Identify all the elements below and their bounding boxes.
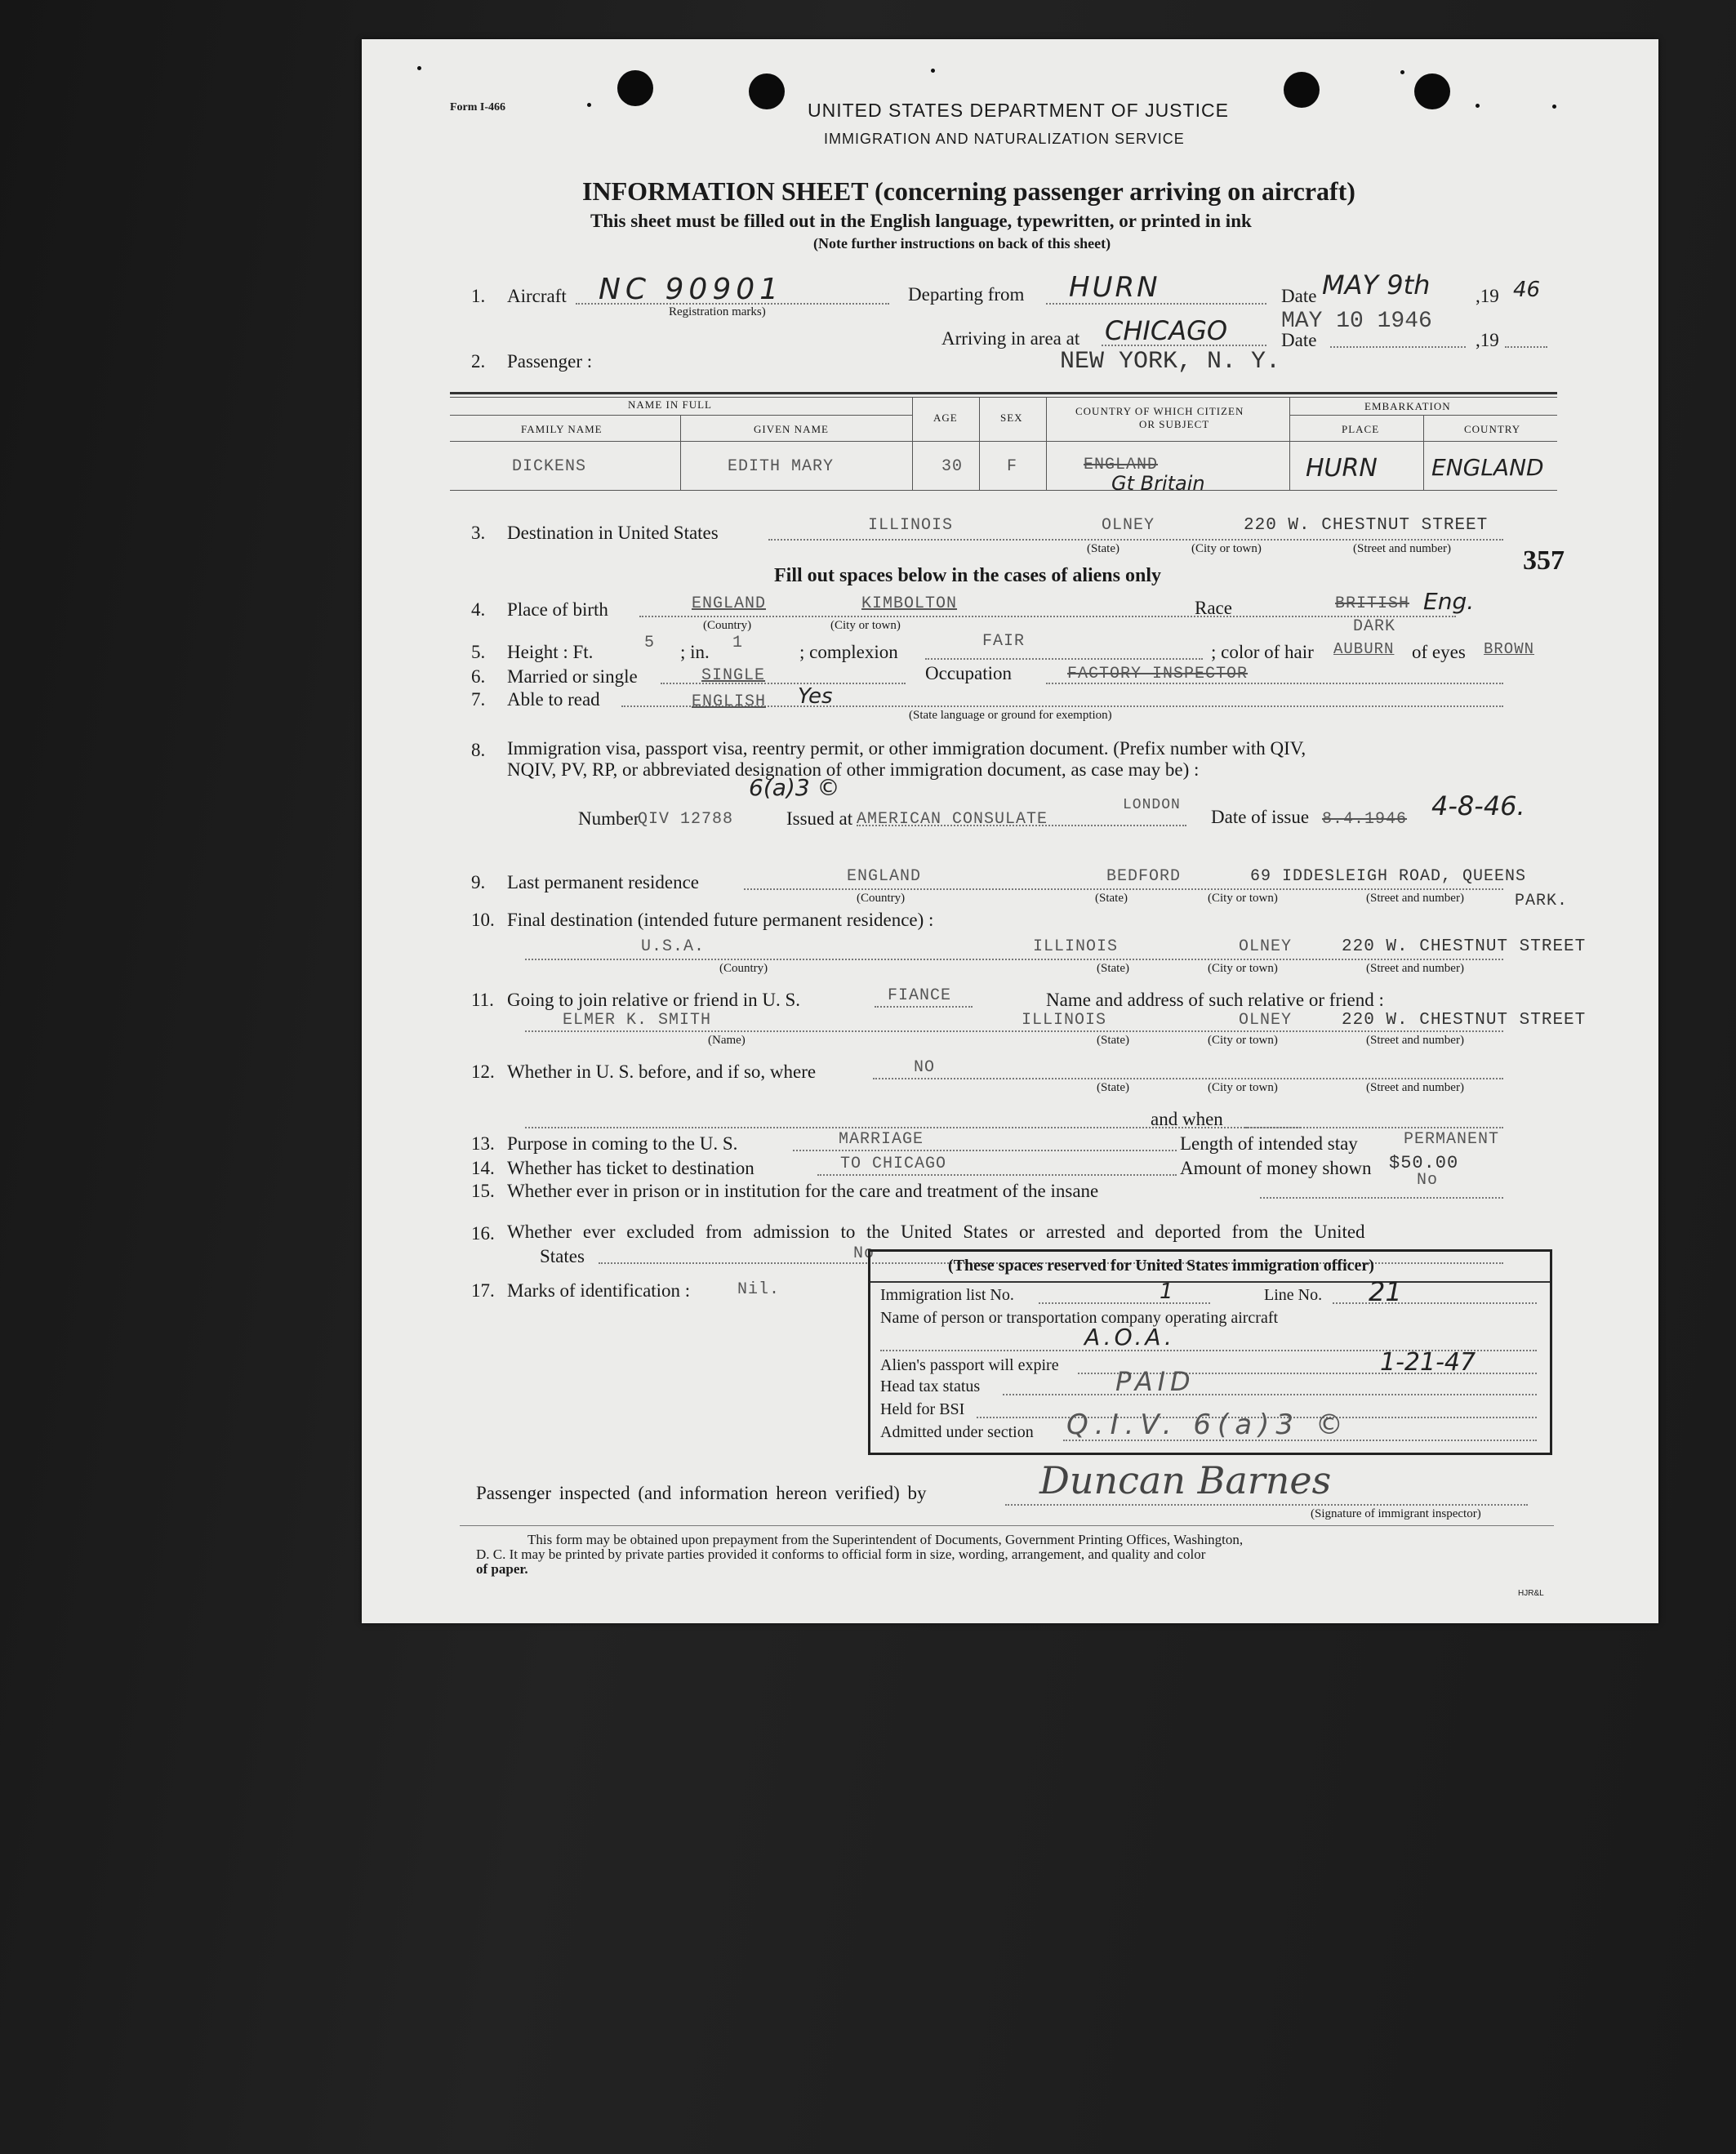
punch-hole-3 (1284, 72, 1320, 108)
fine-print-2: D. C. It may be printed by private parties provided it conforms to official form in size, wording, arrangement, and quality and color (476, 1547, 1206, 1562)
married-value: SINGLE (701, 666, 766, 685)
line-label: Line No. (1264, 1286, 1323, 1304)
state-sub: (State) (1097, 1081, 1129, 1094)
issue-date-label: Date of issue (1211, 807, 1310, 827)
cell-place: HURN (1306, 454, 1378, 483)
item-number: 5. (471, 642, 486, 662)
friend-name: ELMER K. SMITH (563, 1011, 712, 1030)
race-label: Race (1195, 598, 1232, 618)
issue-date: 8.4.1946 (1322, 810, 1408, 829)
visa-text-2: NQIV, PV, RP, or abbreviated designation of other immigration document, as case may be) : (507, 759, 1200, 780)
cell-given: EDITH MARY (728, 457, 835, 476)
stay-label: Length of intended stay (1180, 1133, 1358, 1154)
final-city: OLNEY (1239, 937, 1293, 956)
cell-country: ENGLAND (1431, 454, 1544, 481)
read-sub: (State language or ground for exemption) (909, 709, 1112, 722)
item-number: 14. (471, 1158, 495, 1178)
res-park: PARK. (1515, 892, 1569, 910)
state-sub: (State) (1097, 1034, 1129, 1047)
excluded-label: Whether ever excluded from admission to the United States or arrested and deported from the United (507, 1222, 1365, 1242)
item-number: 15. (471, 1181, 495, 1201)
issued-value: AMERICAN CONSULATE (857, 810, 1048, 829)
final-state: ILLINOIS (1033, 937, 1119, 956)
printer-mark: HJR&L (1518, 1589, 1544, 1598)
fine-print-1: This form may be obtained upon prepayment from the Superintendent of Documents, Government Printing Offices, Washington, (527, 1532, 1244, 1547)
cell-sex: F (1007, 457, 1018, 476)
cell-citizen-struck: ENGLAND (1084, 456, 1159, 474)
date-value: MAY 9th (1322, 269, 1431, 300)
col-given-name: GIVEN NAME (754, 423, 829, 435)
tax-label: Head tax status (880, 1377, 981, 1395)
col-place: PLACE (1342, 423, 1380, 435)
read-hand: Yes (798, 684, 833, 709)
hair-top: DARK (1353, 617, 1396, 636)
speck (587, 103, 591, 107)
form-page (362, 39, 1658, 1623)
date-label: Date (1281, 286, 1317, 306)
page-title: INFORMATION SHEET (concerning passenger arriving on aircraft) (582, 176, 1355, 206)
excluded-value: No (853, 1244, 875, 1263)
street-sub: (Street and number) (1366, 962, 1464, 975)
item-number: 1. (471, 286, 486, 306)
destination-label: Destination in United States (507, 523, 719, 543)
speck (417, 66, 421, 70)
married-label: Married or single (507, 666, 638, 687)
before-value: NO (914, 1058, 936, 1077)
ticket-value: TO CHICAGO (840, 1155, 947, 1173)
read-label: Able to read (507, 689, 600, 710)
name-sub: (Name) (708, 1034, 746, 1047)
friend-street: 220 W. CHESTNUT STREET (1342, 1011, 1587, 1030)
friend-city: OLNEY (1239, 1011, 1293, 1030)
final-country: U.S.A. (641, 937, 706, 956)
join-addr-label: Name and address of such relative or friend : (1046, 990, 1384, 1010)
registration-sub: Registration marks) (669, 305, 766, 318)
speck (1476, 104, 1480, 108)
item-number: 13. (471, 1133, 495, 1154)
section-value: Q.I.V. 6(a)3 © (1066, 1409, 1350, 1441)
aircraft-value: NC 90901 (599, 273, 784, 306)
prison-label: Whether ever in prison or in institution for the care and treatment of the insane (507, 1181, 1099, 1201)
page-subtitle: This sheet must be filled out in the English language, typewritten, or printed in ink (590, 211, 1252, 231)
height-ft: 5 (644, 634, 656, 652)
stamp-number: 357 (1523, 545, 1565, 576)
stay-value: PERMANENT (1404, 1130, 1500, 1149)
complexion-value: FAIR (982, 632, 1026, 651)
eyes-label: of eyes (1412, 642, 1466, 662)
destination-city: OLNEY (1102, 516, 1155, 535)
residence-label: Last permanent residence (507, 872, 699, 892)
item-number: 10. (471, 910, 495, 930)
date2-label: Date (1281, 330, 1317, 350)
height-label: Height : Ft. (507, 642, 594, 662)
speck (931, 69, 935, 73)
excluded-label-2: States (540, 1246, 585, 1266)
item-number: 12. (471, 1061, 495, 1082)
issue-date-hand: 4-8-46. (1431, 790, 1525, 821)
prison-value: No (1417, 1171, 1439, 1190)
col-sex: SEX (1000, 412, 1023, 424)
city-sub: (City or town) (1208, 1034, 1278, 1047)
hair-label: ; color of hair (1211, 642, 1314, 662)
col-citizen: COUNTRY OF WHICH CITIZEN (1075, 405, 1244, 417)
form-number: Form I-466 (450, 101, 506, 113)
item-number: 11. (471, 990, 494, 1010)
section-label: Admitted under section (880, 1423, 1034, 1441)
purpose-label: Purpose in coming to the U. S. (507, 1133, 738, 1154)
height-in: 1 (732, 634, 744, 652)
aircraft-label: Aircraft (507, 286, 567, 306)
item-number: 7. (471, 689, 486, 710)
col-country: COUNTRY (1464, 423, 1521, 435)
arriving-label: Arriving in area at (941, 328, 1080, 349)
year2: ,19 (1476, 330, 1499, 350)
list-label: Immigration list No. (880, 1286, 1014, 1304)
occupation-value: FACTORY INSPECTOR (1067, 665, 1249, 683)
visa-hand: 6(a)3 © (749, 774, 840, 801)
list-value: 1 (1160, 1279, 1173, 1304)
line-value: 21 (1369, 1276, 1402, 1307)
cell-age: 30 (941, 457, 964, 476)
city-sub: (City or town) (1208, 1081, 1278, 1094)
year-value: 46 (1513, 278, 1541, 302)
birth-label: Place of birth (507, 599, 608, 620)
year-prefix: ,19 (1476, 286, 1499, 306)
visa-text-1: Immigration visa, passport visa, reentry permit, or other immigration document. (Prefix number with QIV, (507, 738, 1306, 759)
arrival-stamp-place: NEW YORK, N. Y. (1060, 348, 1281, 376)
race-struck: BRITISH (1335, 594, 1410, 613)
street-sub: (Street and number) (1366, 1081, 1464, 1094)
join-value: FIANCE (888, 986, 952, 1005)
col-family-name: FAMILY NAME (521, 423, 603, 435)
col-or-subject: OR SUBJECT (1139, 418, 1210, 430)
final-label: Final destination (intended future permanent residence) : (507, 910, 934, 930)
occupation-label: Occupation (925, 663, 1013, 683)
cell-family: DICKENS (512, 457, 587, 476)
punch-hole-4 (1414, 73, 1450, 109)
hair-value: AUBURN (1333, 640, 1395, 658)
issued-label: Issued at (786, 808, 853, 829)
item-number: 16. (471, 1223, 495, 1244)
speck (1552, 105, 1556, 109)
passport-value: 1-21-47 (1380, 1348, 1476, 1377)
street-sub: (Street and number) (1366, 1034, 1464, 1047)
before-label: Whether in U. S. before, and if so, where (507, 1061, 817, 1082)
tax-value: PAID (1115, 1366, 1195, 1397)
arrival-stamp-date: MAY 10 1946 (1281, 309, 1432, 334)
street-sub: (Street and number) (1366, 892, 1464, 905)
cell-citizen-hand: Gt Britain (1111, 472, 1205, 495)
item-number: 4. (471, 599, 486, 620)
company-label: Name of person or transportation company operating aircraft (880, 1309, 1279, 1327)
country-sub: (Country) (857, 892, 906, 905)
in-label: ; in. (680, 642, 710, 662)
friend-state: ILLINOIS (1022, 1011, 1107, 1030)
passport-label: Alien's passport will expire (880, 1356, 1059, 1374)
city-sub: (City or town) (1208, 892, 1278, 905)
company-value: A.O.A. (1084, 1324, 1175, 1351)
col-embarkation: EMBARKATION (1364, 400, 1451, 412)
inspector-signature: Duncan Barnes (1039, 1458, 1332, 1502)
country-sub: (Country) (719, 962, 768, 975)
complexion-label: ; complexion (799, 642, 898, 662)
departing-value: HURN (1069, 271, 1160, 304)
item-number: 6. (471, 666, 486, 687)
instructions-note: (Note further instructions on back of this sheet) (813, 235, 1111, 251)
birth-country: ENGLAND (692, 594, 767, 613)
punch-hole-1 (617, 70, 653, 106)
money-value: $50.00 (1389, 1153, 1459, 1173)
and-when: and when (1151, 1109, 1223, 1129)
city-sub: (City or town) (830, 619, 901, 632)
issued-city: LONDON (1123, 797, 1181, 813)
destination-street: 220 W. CHESTNUT STREET (1244, 516, 1489, 535)
street-sub: (Street and number) (1353, 542, 1451, 555)
punch-hole-2 (749, 73, 785, 109)
final-street: 220 W. CHESTNUT STREET (1342, 937, 1587, 956)
item-number: 2. (471, 351, 486, 372)
state-sub: (State) (1097, 962, 1129, 975)
speck (1400, 70, 1404, 74)
res-state: BEDFORD (1106, 867, 1182, 886)
item-number: 3. (471, 523, 486, 543)
res-street: 69 IDDESLEIGH ROAD, QUEENS (1250, 867, 1527, 886)
marks-value: Nil. (737, 1280, 781, 1299)
number-label: Number (578, 808, 640, 829)
ticket-label: Whether has ticket to destination (507, 1158, 754, 1178)
purpose-value: MARRIAGE (839, 1130, 924, 1149)
state-sub: (State) (1087, 542, 1119, 555)
marks-label: Marks of identification : (507, 1280, 691, 1301)
item-number: 17. (471, 1280, 495, 1301)
col-age: AGE (933, 412, 958, 424)
aliens-heading: Fill out spaces below in the cases of aliens only (774, 565, 1162, 586)
read-value: ENGLISH (692, 692, 767, 711)
department-title: UNITED STATES DEPARTMENT OF JUSTICE (808, 100, 1229, 121)
passenger-label: Passenger : (507, 351, 593, 372)
join-label: Going to join relative or friend in U. S. (507, 990, 800, 1010)
city-sub: (City or town) (1208, 962, 1278, 975)
service-title: IMMIGRATION AND NATURALIZATION SERVICE (824, 131, 1185, 147)
state-sub: (State) (1095, 892, 1128, 905)
item-number: 8. (471, 740, 486, 760)
country-sub: (Country) (703, 619, 752, 632)
officer-heading: (These spaces reserved for United States immigration officer) (948, 1257, 1374, 1275)
number-value: QIV 12788 (638, 810, 734, 829)
res-country: ENGLAND (847, 867, 922, 886)
city-sub: (City or town) (1191, 542, 1262, 555)
birth-city: KIMBOLTON (861, 594, 958, 613)
col-name-in-full: NAME IN FULL (628, 398, 712, 411)
bsi-label: Held for BSI (880, 1400, 965, 1418)
arriving-value: CHICAGO (1105, 315, 1228, 346)
officer-box (868, 1249, 1552, 1455)
item-number: 9. (471, 872, 486, 892)
signature-sub: (Signature of immigrant inspector) (1311, 1507, 1481, 1520)
race-hand: Eng. (1423, 588, 1475, 615)
eyes-value: BROWN (1484, 640, 1535, 658)
destination-state: ILLINOIS (868, 516, 954, 535)
departing-label: Departing from (908, 284, 1025, 305)
money-label: Amount of money shown (1180, 1158, 1372, 1178)
fine-print-3: of paper. (476, 1561, 528, 1577)
inspected-label: Passenger inspected (and information hereon verified) by (476, 1483, 927, 1503)
